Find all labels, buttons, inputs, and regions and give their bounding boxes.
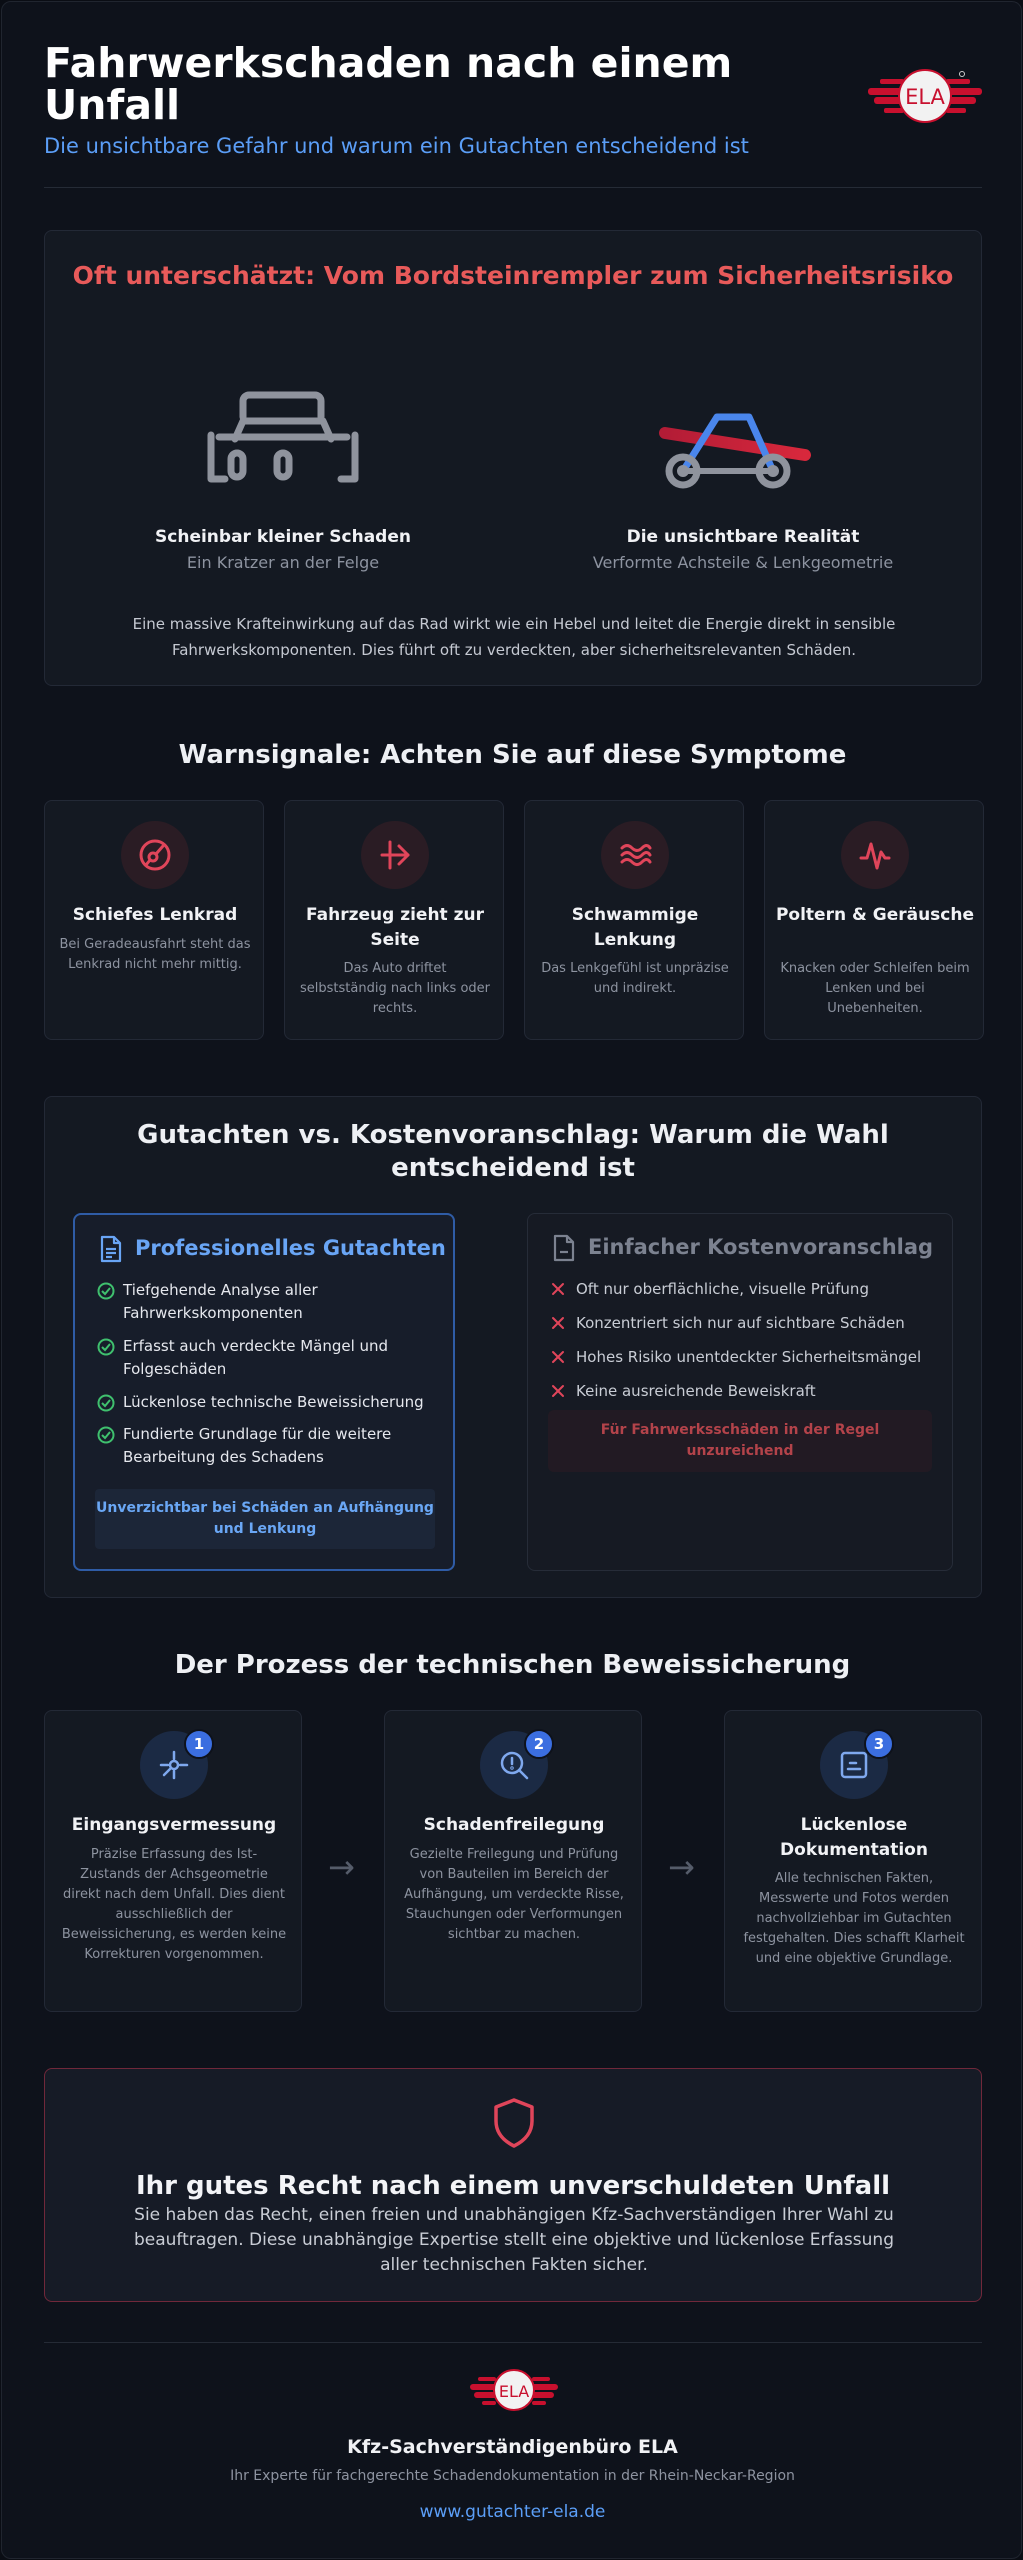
- footer-website-link[interactable]: www.gutachter-ela.de: [419, 2502, 606, 2522]
- document-icon: [552, 1234, 576, 1262]
- intro-section: [44, 230, 982, 686]
- step-number-badge: 1: [184, 1729, 214, 1759]
- cross-icon: [550, 1281, 566, 1297]
- page-title: Fahrwerkschaden nach einem Unfall: [44, 39, 733, 129]
- check-circle-icon: [97, 1282, 115, 1300]
- axle-icon: [655, 411, 829, 491]
- cross-icon: [550, 1315, 566, 1331]
- symptom-text: Bei Geradeausfahrt steht das Lenkrad nicht mehr mittig.: [59, 937, 251, 972]
- process-step: [44, 1710, 302, 2012]
- step-text: Präzise Erfassung des Ist-Zustands der Achsgeometrie direkt nach dem Unfall. Dies dient ausschließlich der Beweissicherung, es werden keine Korrekturen vorgenommen.: [61, 1847, 287, 1962]
- steering-wheel-icon: [121, 821, 189, 889]
- check-circle-icon: [97, 1426, 115, 1444]
- symptom-title: Schwammige Lenkung: [571, 905, 699, 950]
- symptom-card: [524, 800, 744, 1040]
- step-title: Lückenlose Dokumentation: [780, 1815, 928, 1860]
- step-text: Gezielte Freilegung und Prüfung von Bauteilen im Bereich der Aufhängung, um verdeckte Risse, Stauchungen oder Verformungen sichtbar zu machen.: [404, 1847, 624, 1942]
- cost-estimate-box: Einfacher Kostenvoranschlag Oft nur oberflächliche, visuelle Prüfung Konzentriert sich nur auf sichtbare Schäden Hohes Risiko unentdeckter Sicherheitsmängel Keine ausreichende Beweiskraft Für Fahrwerksschäden in der Regel unzureichend: [527, 1213, 953, 1571]
- rights-text: Sie haben das Recht, einen freien und unabhängigen Kfz-Sachverständigen Ihrer Wahl zu beauftragen. Diese unabhängige Expertise stellt eine objektive und lückenlose Erfassung aller technischen Fakten sicher.: [133, 2205, 894, 2275]
- footer-tagline: Ihr Experte für fachgerechte Schadendokumentation in der Rhein-Neckar-Region: [230, 2468, 795, 2484]
- professional-report-heading: [99, 1235, 446, 1268]
- arrow-right-icon: →: [328, 1848, 355, 1886]
- page-subtitle: Die unsichtbare Gefahr und warum ein Gutachten entscheidend ist: [44, 134, 749, 158]
- cost-estimate-title: Einfacher Kostenvoranschlag: [588, 1235, 934, 1259]
- symptom-title: Schiefes Lenkrad: [72, 905, 238, 925]
- waves-icon: [601, 821, 669, 889]
- step-text: Alle technischen Fakten, Messwerte und Fotos werden nachvollziehbar im Gutachten festgehalten. Dies schafft Klarheit und eine objektive Grundlage.: [743, 1871, 965, 1966]
- header: [44, 39, 984, 162]
- arrow-right-icon: →: [668, 1848, 695, 1886]
- check-circle-icon: [97, 1338, 115, 1356]
- car-icon: [205, 379, 361, 489]
- intro-right-label: [523, 527, 963, 572]
- intro-title: Oft unterschätzt: Vom Bordsteinrempler zum Sicherheitsrisiko: [72, 261, 954, 290]
- footer-company-name: Kfz-Sachverständigenbüro ELA: [347, 2436, 678, 2458]
- rights-callout: [44, 2068, 982, 2302]
- cross-icon: [550, 1349, 566, 1365]
- svg-text:ELA: ELA: [498, 2382, 530, 2401]
- shield-icon: [492, 2097, 536, 2149]
- rights-title: Ihr gutes Recht nach einem unverschuldeten Unfall: [135, 2171, 891, 2201]
- professional-report-note: Unverzichtbar bei Schäden an Aufhängung und Lenkung: [95, 1489, 435, 1549]
- cost-estimate-note: Für Fahrwerksschäden in der Regel unzureichend: [548, 1410, 932, 1472]
- process-step: [724, 1710, 982, 2012]
- step-title: Eingangsvermessung: [71, 1815, 277, 1835]
- comparison-section: [44, 1096, 982, 1598]
- symptom-text: Knacken oder Schleifen beim Lenken und bei Unebenheiten.: [780, 961, 970, 1016]
- symptoms-title: Warnsignale: Achten Sie auf diese Symptome: [178, 740, 847, 770]
- process-step: [384, 1710, 642, 2012]
- ela-logo: [866, 66, 984, 126]
- step-number-badge: 2: [524, 1729, 554, 1759]
- intro-left-subtitle: Ein Kratzer an der Felge: [186, 553, 380, 572]
- professional-report-box: Professionelles Gutachten Tiefgehende Analyse aller Fahrwerkskomponenten Erfasst auch verdeckte Mängel und Folgeschäden Lückenlose technische Beweissicherung Fundierte Grundlage für die weitere Bearbeitung des Schadens Unverzichtbar bei Schäden an Aufhängung und Lenkung: [73, 1213, 455, 1571]
- intro-description: Eine massive Krafteinwirkung auf das Rad wirkt wie ein Hebel und leitet die Energie direkt in sensible Fahrwerkskomponenten. Dies führt oft zu verdeckten, aber sicherheitsrelevanten Schäden.: [132, 615, 896, 659]
- intro-left-label: [63, 527, 503, 572]
- intro-right-subtitle: Verformte Achsteile & Lenkgeometrie: [592, 553, 894, 572]
- svg-text:ELA: ELA: [905, 85, 945, 109]
- cost-estimate-heading: [552, 1234, 934, 1267]
- divider: [44, 187, 982, 188]
- ela-logo: [468, 2366, 560, 2414]
- arrow-right-icon: [361, 821, 429, 889]
- document-icon: [99, 1235, 123, 1263]
- symptom-title: Poltern & Geräusche: [775, 905, 975, 925]
- intro-right-title: Die unsichtbare Realität: [626, 527, 860, 547]
- symptom-text: Das Auto driftet selbstständig nach links oder rechts.: [300, 961, 490, 1016]
- symptom-card: [764, 800, 984, 1040]
- divider: [44, 2342, 982, 2343]
- cross-icon: [550, 1383, 566, 1399]
- symptom-text: Das Lenkgefühl ist unpräzise und indirekt.: [541, 961, 729, 996]
- check-circle-icon: [97, 1394, 115, 1412]
- infographic-page: [1, 1, 1022, 2559]
- symptom-title: Fahrzeug zieht zur Seite: [306, 905, 484, 950]
- professional-report-title: Professionelles Gutachten: [135, 1236, 446, 1260]
- step-title: Schadenfreilegung: [423, 1815, 605, 1835]
- pulse-icon: [841, 821, 909, 889]
- comparison-title: Gutachten vs. Kostenvoranschlag: Warum die Wahl entscheidend ist: [137, 1120, 889, 1183]
- intro-left-title: Scheinbar kleiner Schaden: [155, 527, 411, 547]
- step-number-badge: 3: [864, 1729, 894, 1759]
- symptom-card: [284, 800, 504, 1040]
- process-title: Der Prozess der technischen Beweissicherung: [174, 1650, 851, 1680]
- symptom-card: [44, 800, 264, 1040]
